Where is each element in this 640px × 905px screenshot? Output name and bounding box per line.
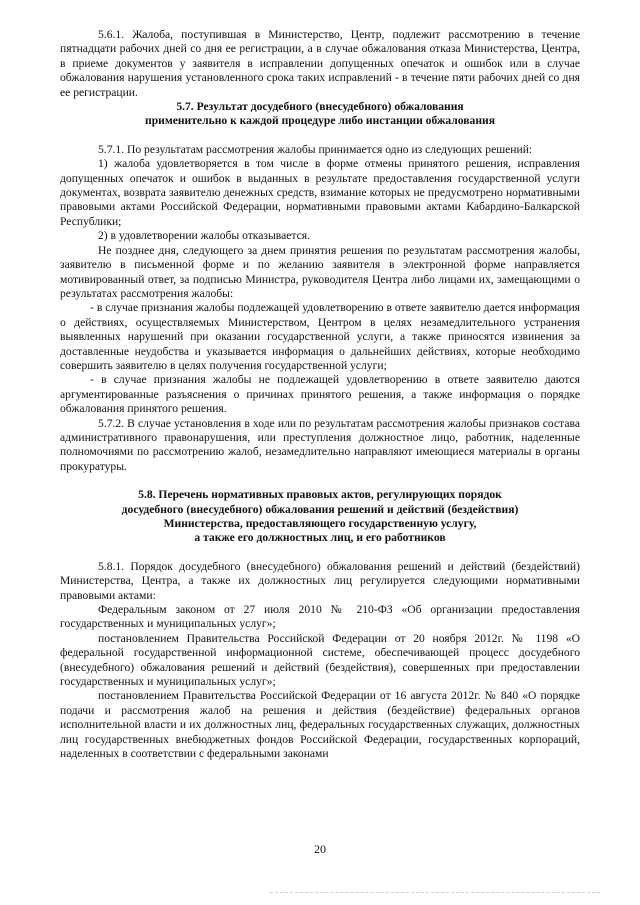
scan-artifact-line: [270, 892, 600, 896]
spacer: [60, 546, 580, 560]
section-5-7-heading-line-2: применительно к каждой процедуре либо инстанции обжалования: [145, 114, 495, 128]
section-5-8-heading-line-3: Министерства, предоставляющего государственную услугу,: [163, 517, 477, 530]
paragraph-law-210-fz: Федеральным законом от 27 июля 2010 № 210-ФЗ «Об организации предоставления государственных и муниципальных услуг»;: [60, 603, 580, 631]
page-number: 20: [314, 842, 326, 856]
section-5-8-heading-line-1: 5.8. Перечень нормативных правовых актов, регулирующих порядок: [138, 488, 502, 502]
paragraph-resolution-840: постановлением Правительства Российской Федерации от 16 августа 2012г. № 840 «О порядке подачи и рассмотрения жалоб на решения и действия (бездействие) федеральных органов исполнительной власти и их должностных лиц, федеральных государственных служащих, должностных лиц государственных внебюджетных фондов Российской Федерации, государственных корпораций, наделенных в соответствии с федеральными законами: [60, 689, 580, 761]
spacer: [60, 129, 580, 143]
paragraph-5-7-1-item-1: 1) жалоба удовлетворяется в том числе в форме отмены принятого решения, исправления допущенных опечаток и ошибок в выданных в результате предоставления государственной услуги документах, возврата заявителю денежных средств, взимание которых не предусмотрено нормативными правовыми актами Российской Федерации, нормативными правовыми актами Кабардино-Балкарской Республики;: [60, 157, 580, 228]
section-5-7-heading-line-1: 5.7. Результат досудебного (внесудебного) обжалования: [176, 100, 464, 114]
paragraph-5-7-1-item-2: 2) в удовлетворении жалобы отказывается.: [98, 229, 310, 243]
paragraph-resolution-1198: постановлением Правительства Российской Федерации от 20 ноября 2012г. № 1198 «О федеральной государственной информационной системе, обеспечивающей процесс досудебного (внесудебного) обжалования решений и действий (бездействия), совершенных при предоставлении государственных и муниципальных услуг»;: [60, 631, 580, 689]
paragraph-5-7-2: 5.7.2. В случае установления в ходе или по результатам рассмотрения жалобы признаков состава административного правонарушения, или преступления должностное лицо, работник, наделенные полномочиями по рассмотрению жалоб, незамедлительно направляют имеющиеся материалы в органы прокуратуры.: [60, 416, 580, 473]
section-5-8-heading-line-2: досудебного (внесудебного) обжалования решений и действий (бездействия): [121, 502, 519, 516]
document-page: [60, 28, 580, 762]
section-5-8-heading-line-4: а также его должностных лиц, и его работников: [194, 531, 446, 545]
paragraph-5-7-1: 5.7.1. По результатам рассмотрения жалобы принимается одно из следующих решений:: [98, 142, 533, 156]
paragraph-5-6-1: 5.6.1. Жалоба, поступившая в Министерство, Центр, подлежит рассмотрению в течение пятнадцати рабочих дней со дня ее регистрации, а в случае обжалования отказа Министерства, Центра, в приеме документов у заявителя в исправлении допущенных опечаток и ошибок или в случае обжалования нарушения установленного срока таких исправлений - в течение пяти рабочих дней со дня ее регистрации.: [60, 28, 580, 99]
paragraph-response-deadline: Не позднее дня, следующего за днем принятия решения по результатам рассмотрения жалобы, заявителю в письменной форме и по желанию заявителя в электронной форме направляется мотивированный ответ, за подписью Министра, руководителя Центра либо лицами их, замещающими о результатах рассмотрения жалобы:: [60, 243, 580, 300]
spacer: [60, 474, 580, 488]
paragraph-5-8-1: 5.8.1. Порядок досудебного (внесудебного) обжалования решений и действий (бездействий) Министерства, Центра, а также их должностных лиц регулируется следующими нормативными правовыми актами:: [60, 559, 580, 602]
paragraph-case-rejected: - в случае признания жалобы не подлежащей удовлетворению в ответе заявителю даются аргументированные разъяснения о причинах принятого решения, а также информация о порядке обжалования принятого решения.: [60, 373, 580, 416]
paragraph-case-satisfied: - в случае признания жалобы подлежащей удовлетворению в ответе заявителю дается информация о действиях, осуществляемых Министерством, Центром в целях незамедлительного устранения выявленных нарушений при оказании государственной услуги, а также приносятся извинения за доставленные неудобства и указывается информация о дальнейших действиях, которые необходимо совершить заявителю в целях получения государственной услуги;: [60, 301, 580, 372]
